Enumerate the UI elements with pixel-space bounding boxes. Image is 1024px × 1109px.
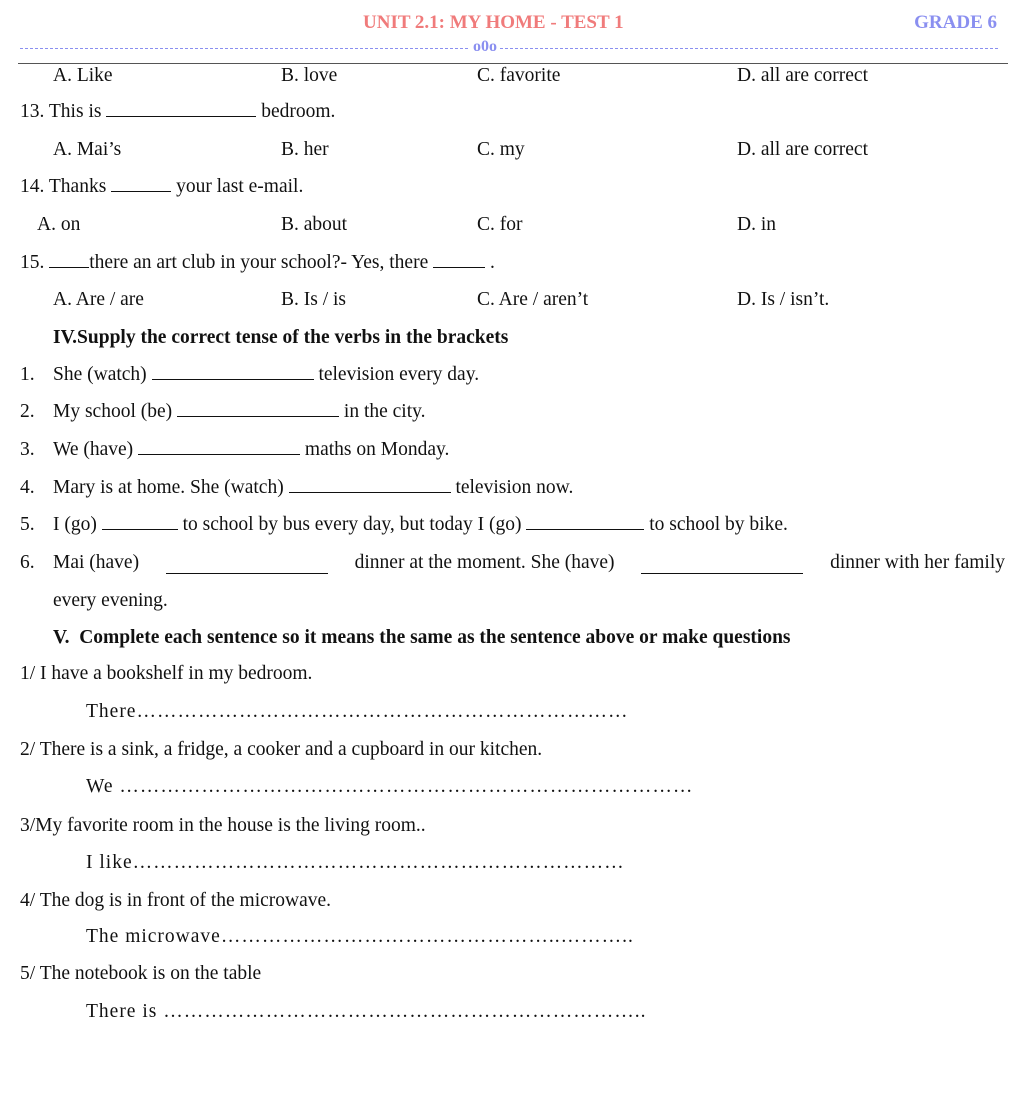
item-prompt: Mai (have) — [53, 552, 140, 573]
answer-blank[interactable] — [433, 248, 485, 268]
item-number: 2. — [20, 401, 35, 422]
option-d[interactable]: D. all are correct — [737, 139, 868, 160]
item-prompt: She (watch) — [53, 364, 147, 385]
item-prompt: We (have) — [53, 439, 134, 460]
rewrite-item-1-answer-line[interactable]: There……………………………………………………………… — [86, 701, 629, 722]
verb-item-5 — [0, 510, 1024, 540]
option-b[interactable]: B. Is / is — [281, 289, 347, 310]
rewrite-item-5-answer-line[interactable]: There is …………………………………………………………….. — [86, 1001, 647, 1022]
option-b[interactable]: B. her — [281, 139, 329, 160]
rewrite-item-5-prompt: 5/ The notebook is on the table — [20, 963, 262, 984]
section-v-heading — [53, 623, 791, 653]
option-a[interactable]: A. Are / are — [53, 289, 144, 310]
question-15 — [20, 248, 495, 278]
answer-blank[interactable] — [49, 248, 89, 268]
option-a[interactable]: A. Mai’s — [53, 139, 122, 160]
question-13-stem: 13. This is — [20, 101, 102, 122]
verb-item-1 — [0, 360, 1024, 390]
section-iv-heading — [53, 323, 508, 353]
verb-item-3 — [0, 435, 1024, 465]
question-13 — [20, 97, 335, 127]
item-tail: maths on Monday. — [304, 439, 450, 460]
answer-blank[interactable] — [526, 510, 644, 530]
answer-blank[interactable] — [106, 97, 256, 117]
verb-item-4 — [0, 473, 1024, 503]
section-title: Complete each sentence so it means the same as the sentence above or make questions — [79, 627, 791, 648]
answer-blank[interactable] — [111, 172, 171, 192]
rewrite-item-1-prompt: 1/ I have a bookshelf in my bedroom. — [20, 663, 313, 684]
item-tail: television every day. — [318, 364, 480, 385]
answer-blank[interactable] — [102, 510, 178, 530]
answer-blank[interactable] — [138, 435, 300, 455]
option-a[interactable]: A. Like — [53, 65, 113, 86]
option-d[interactable]: D. in — [737, 214, 776, 235]
option-b[interactable]: B. love — [281, 65, 338, 86]
item-tail: television now. — [455, 477, 574, 498]
test-title: UNIT 2.1: MY HOME - TEST 1 — [363, 12, 624, 33]
item-tail: in the city. — [343, 401, 426, 422]
question-15-number: 15. — [20, 252, 45, 273]
verb-item-2 — [0, 397, 1024, 427]
option-c[interactable]: C. my — [477, 139, 525, 160]
option-d[interactable]: D. Is / isn’t. — [737, 289, 830, 310]
item-number: 5. — [20, 514, 35, 535]
option-c[interactable]: C. favorite — [477, 65, 561, 86]
rewrite-item-4-answer-line[interactable]: The microwave…………………………………………..……….. — [86, 926, 634, 947]
option-b[interactable]: B. about — [281, 214, 348, 235]
option-a[interactable]: A. on — [37, 214, 81, 235]
section-number: V. — [53, 627, 70, 648]
question-13-tail: bedroom. — [261, 101, 336, 122]
item-middle: to school by bus every day, but today I (go) — [182, 514, 522, 535]
question-14 — [20, 172, 303, 202]
answer-blank[interactable] — [177, 397, 339, 417]
item-prompt: My school (be) — [53, 401, 173, 422]
question-14-tail: your last e-mail. — [176, 176, 304, 197]
question-15-stem: there an art club in your school?- Yes, there — [89, 252, 429, 273]
header-dashed-rule — [20, 48, 998, 49]
section-title: Supply the correct tense of the verbs in the brackets — [77, 327, 509, 348]
option-c[interactable]: C. Are / aren’t — [477, 289, 589, 310]
item-number: 1. — [20, 364, 35, 385]
item-tail: dinner with her family — [830, 552, 1005, 573]
item-prompt: I (go) — [53, 514, 97, 535]
section-number: IV. — [53, 327, 78, 348]
rewrite-item-4-prompt: 4/ The dog is in front of the microwave. — [20, 890, 332, 911]
item-middle: dinner at the moment. She (have) — [354, 552, 615, 573]
rewrite-item-2-prompt: 2/ There is a sink, a fridge, a cooker and a cupboard in our kitchen. — [20, 739, 543, 760]
item-tail: to school by bike. — [649, 514, 788, 535]
answer-blank[interactable] — [641, 554, 803, 574]
rewrite-item-3-prompt: 3/My favorite room in the house is the living room.. — [20, 815, 426, 836]
item-number: 4. — [20, 477, 35, 498]
question-15-tail: . — [489, 252, 495, 273]
answer-blank[interactable] — [152, 360, 314, 380]
item-number: 6. — [20, 552, 35, 573]
item-prompt: Mary is at home. She (watch) — [53, 477, 284, 498]
option-c[interactable]: C. for — [477, 214, 523, 235]
item-number: 3. — [20, 439, 35, 460]
rewrite-item-3-answer-line[interactable]: I like……………………………………………………………… — [86, 852, 625, 873]
question-14-stem: 14. Thanks — [20, 176, 107, 197]
grade-label: GRADE 6 — [914, 12, 997, 33]
option-d[interactable]: D. all are correct — [737, 65, 868, 86]
answer-blank[interactable] — [289, 473, 451, 493]
verb-item-6 — [0, 548, 1024, 578]
header-ornament: o0o — [470, 37, 500, 57]
answer-blank[interactable] — [166, 554, 328, 574]
verb-item-6-continued: every evening. — [53, 590, 168, 611]
rewrite-item-2-answer-line[interactable]: We ………………………………………………………………………… — [86, 776, 694, 797]
